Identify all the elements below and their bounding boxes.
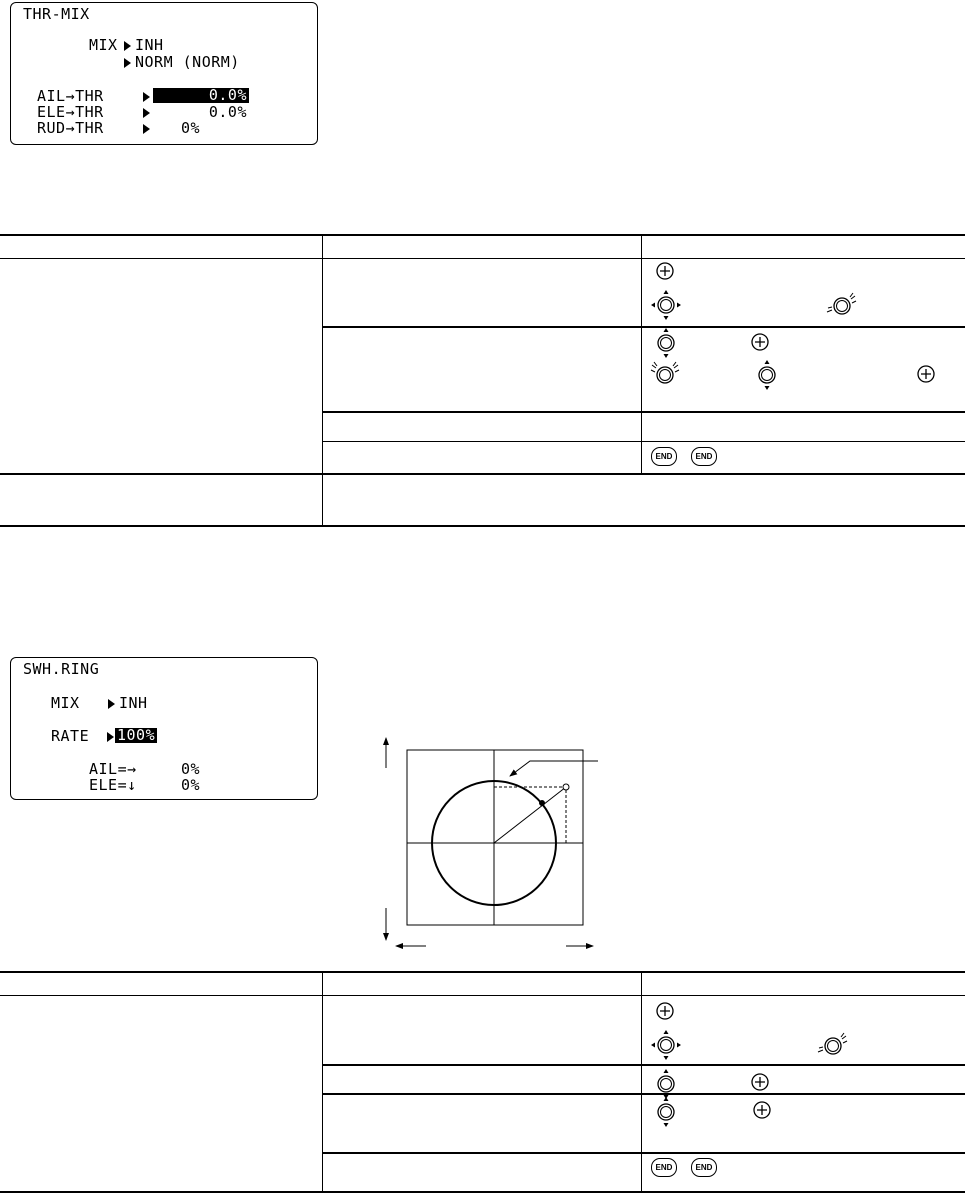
end-button-icon[interactable]: END (651, 1158, 677, 1177)
plus-button-icon[interactable] (916, 364, 936, 384)
jog-dial-icon[interactable] (650, 289, 682, 321)
swh-ring-screen (10, 657, 318, 800)
plus-button-icon[interactable] (752, 1100, 772, 1120)
mix-label: MIX (51, 694, 80, 712)
plus-button-icon[interactable] (655, 1001, 675, 1021)
procedure-table-1 (0, 234, 965, 527)
mix-row-value[interactable]: 0% (181, 119, 201, 137)
mix-row-label: ELE→THR (37, 103, 104, 121)
mix-row-label: AIL→THR (37, 87, 104, 105)
mix-label: MIX (89, 36, 118, 54)
rate-value[interactable]: 100% (117, 726, 156, 744)
mix-value[interactable]: INH (119, 694, 148, 712)
jog-dial-icon[interactable] (650, 327, 682, 359)
procedure-table-2 (0, 971, 965, 1193)
ring-row-value: 0% (181, 760, 201, 778)
mix-row-label: RUD→THR (37, 119, 104, 137)
screen-title: THR-MIX (23, 5, 90, 23)
callout-arrow (510, 761, 598, 776)
jog-dial-spin-icon[interactable] (816, 1031, 850, 1059)
plus-button-icon[interactable] (750, 1072, 770, 1092)
pointer-icon (124, 58, 131, 68)
jog-dial-spin-icon[interactable] (648, 360, 682, 388)
jog-dial-spin-icon[interactable] (825, 291, 859, 319)
screen-title: SWH.RING (23, 660, 100, 678)
end-button-icon[interactable]: END (691, 447, 717, 466)
jog-dial-icon[interactable] (751, 359, 783, 391)
mix-value[interactable]: INH (135, 36, 164, 54)
jog-dial-icon[interactable] (650, 1029, 682, 1061)
ring-row-label: AIL=→ (89, 760, 137, 778)
jog-dial-icon[interactable] (650, 1096, 682, 1128)
pointer-icon (143, 92, 150, 102)
pointer-icon (143, 108, 150, 118)
pointer-icon (108, 699, 115, 709)
end-button-icon[interactable]: END (691, 1158, 717, 1177)
condition-value[interactable]: NORM (NORM) (135, 53, 240, 71)
stick-point (563, 784, 569, 790)
mix-row-value[interactable]: 0.0% (208, 103, 247, 121)
ring-row-label: ELE=↓ (89, 776, 137, 794)
end-button-icon[interactable]: END (651, 447, 677, 466)
thr-mix-screen (10, 2, 318, 145)
swash-ring-diagram (370, 728, 610, 958)
limited-point (539, 800, 545, 806)
pointer-icon (124, 41, 131, 51)
pointer-icon (143, 124, 150, 134)
plus-button-icon[interactable] (750, 332, 770, 352)
rate-label: RATE (51, 727, 90, 745)
pointer-icon (107, 732, 114, 742)
ring-row-value: 0% (181, 776, 201, 794)
mix-row-value[interactable]: 0.0% (153, 88, 249, 103)
plus-button-icon[interactable] (655, 261, 675, 281)
